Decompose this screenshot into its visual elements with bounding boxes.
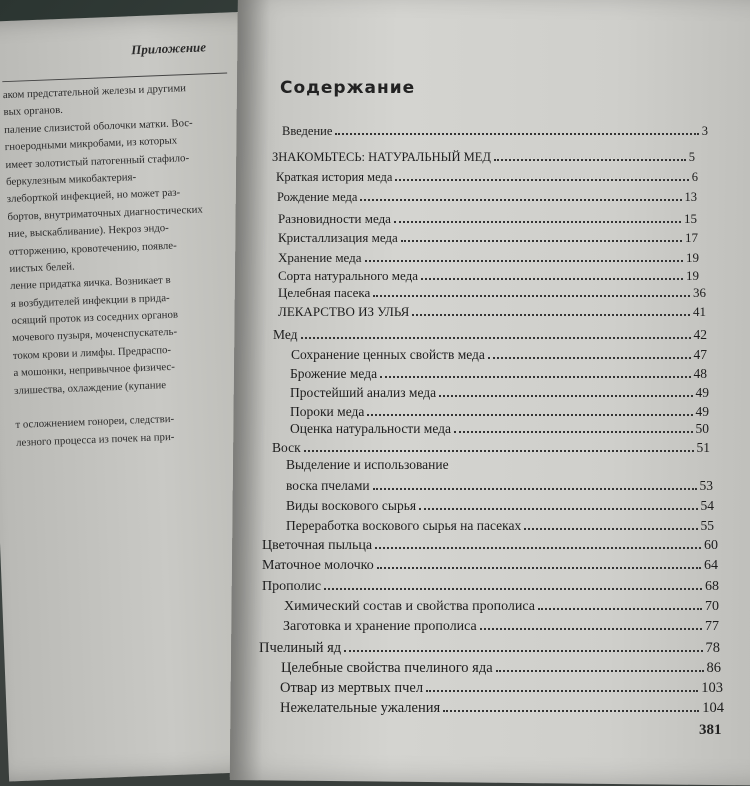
toc-entry xyxy=(272,150,695,165)
toc-title: Содержание xyxy=(280,78,416,98)
left-text-line: имеет золотистый патогенный стафило- xyxy=(5,151,190,171)
toc-entry xyxy=(273,327,707,343)
dot-leader xyxy=(494,159,686,161)
dot-leader xyxy=(373,488,697,490)
toc-entry xyxy=(290,385,709,401)
dot-leader xyxy=(419,508,697,510)
toc-entry-text: Цветочная пыльца xyxy=(262,538,373,553)
toc-entry xyxy=(272,440,710,456)
toc-entry-text: воска пчелами xyxy=(286,478,370,493)
left-text-line: осящий проток из соседних органов xyxy=(11,308,179,328)
dot-leader xyxy=(304,450,694,452)
toc-entry-page: 5 xyxy=(688,150,695,164)
toc-entry xyxy=(286,478,713,494)
toc-entry-text: Мед xyxy=(273,327,298,342)
left-text-line: беркулезным микобактерия- xyxy=(5,171,137,189)
toc-entry xyxy=(280,680,723,697)
left-text-line: отторжению, кровотечению, появле- xyxy=(8,239,177,258)
dot-leader xyxy=(377,567,701,569)
toc-entry-text: Краткая история меда xyxy=(276,170,393,184)
toc-entry xyxy=(278,230,698,246)
dot-leader xyxy=(412,314,690,316)
toc-entry-text: Заготовка и хранение прополиса xyxy=(283,619,477,634)
toc-entry-page: 53 xyxy=(699,478,713,493)
toc-entry xyxy=(281,660,721,677)
toc-entry-text: Кристаллизация меда xyxy=(278,230,398,245)
toc-entry-page: 17 xyxy=(685,230,698,245)
toc-entry xyxy=(262,579,719,595)
dot-leader xyxy=(375,547,701,549)
toc-entry-text: Воск xyxy=(272,440,301,455)
toc-entry-page: 64 xyxy=(704,558,718,573)
toc-entry-text: Разновидности меда xyxy=(278,211,391,226)
toc-entry-page: 6 xyxy=(691,170,698,184)
toc-entry-text: Пороки меда xyxy=(290,404,365,419)
running-header: Приложение xyxy=(130,39,207,58)
toc-entry xyxy=(278,268,699,284)
left-text-line: я возбудителей инфекции в прида- xyxy=(10,291,170,310)
left-text-line: лезного процесса из почек на при- xyxy=(15,430,175,449)
left-text-line: вых органов. xyxy=(3,104,64,119)
toc-entry-page: 103 xyxy=(701,680,723,696)
toc-entry-page: 60 xyxy=(704,538,718,553)
left-text-line: а мошонки, непривычное физичес- xyxy=(13,361,176,380)
toc-entry-text: Целебные свойства пчелиного яда xyxy=(281,660,493,676)
toc-entry-page: 3 xyxy=(701,124,708,138)
toc-entry-text: Брожение меда xyxy=(290,366,378,381)
toc-entry xyxy=(291,347,707,363)
dot-leader xyxy=(367,414,692,416)
toc-entry-text: Рождение меда xyxy=(277,190,358,204)
toc-entry-page: 15 xyxy=(684,211,697,226)
toc-entry xyxy=(286,518,714,534)
toc-entry-text: Введение xyxy=(282,124,333,138)
toc-entry-page: 54 xyxy=(700,498,714,513)
toc-entry-page: 48 xyxy=(693,366,707,381)
toc-entry-text: Оценка натуральности меда xyxy=(290,421,452,436)
toc-entry-text: Виды воскового сырья xyxy=(286,498,417,513)
toc-entry-page: 55 xyxy=(700,518,714,533)
left-text-line: током крови и лимфы. Предраспо- xyxy=(12,343,172,362)
toc-entry xyxy=(284,599,719,615)
dot-leader xyxy=(380,376,690,378)
left-text-line: мочевого пузыря, моченспускатель- xyxy=(11,326,178,345)
toc-entry xyxy=(290,366,707,382)
dot-leader xyxy=(496,670,704,672)
left-text-line: злишества, охлаждение (купание xyxy=(13,378,167,397)
toc-entry-text: Целебная пасека xyxy=(278,285,371,300)
toc-entry xyxy=(286,498,714,514)
dot-leader xyxy=(454,431,692,433)
toc-entry-page: 49 xyxy=(695,404,709,419)
toc-entry-text: Сохранение ценных свойств меда xyxy=(291,347,485,362)
toc-entry-text: Сорта натурального меда xyxy=(278,268,418,283)
left-text-line: иистых белей. xyxy=(9,260,75,275)
dot-leader xyxy=(443,710,699,712)
toc-entry xyxy=(278,211,697,227)
toc-entry-text: Переработка воскового сырья на пасеках xyxy=(286,518,522,533)
dot-leader xyxy=(324,588,702,590)
toc-entry-page: 68 xyxy=(705,579,719,594)
left-text-line: т осложнением гонореи, следстви- xyxy=(15,413,175,432)
dot-leader xyxy=(335,133,698,135)
toc-entry-page: 104 xyxy=(702,700,724,716)
toc-entry-page: 13 xyxy=(684,190,697,204)
dot-leader xyxy=(439,395,692,397)
toc-entry-page: 47 xyxy=(693,347,707,362)
toc-entry-text: Нежелательные ужаления xyxy=(280,700,441,716)
toc-entry-page: 86 xyxy=(706,660,721,676)
toc-entry xyxy=(290,421,709,437)
toc-entry-text: Химический состав и свойства прополиса xyxy=(284,599,536,614)
toc-entry xyxy=(262,538,718,554)
dot-leader xyxy=(538,608,702,610)
dot-leader xyxy=(395,179,688,181)
left-text-line: гноеродными микробами, из которых xyxy=(4,134,178,154)
dot-leader xyxy=(394,221,681,223)
toc-entry xyxy=(280,700,724,717)
toc-entry xyxy=(277,190,697,205)
toc-entry-page: 36 xyxy=(693,285,706,300)
toc-entry-text: Прополис xyxy=(262,579,322,594)
toc-entry-page: 70 xyxy=(705,599,719,614)
dot-leader xyxy=(301,337,691,339)
dot-leader xyxy=(488,357,691,359)
dot-leader xyxy=(426,690,698,692)
toc-entry-page: 78 xyxy=(705,640,720,656)
dot-leader xyxy=(365,260,683,262)
left-text-line: бортов, внутриматочных диагностических xyxy=(7,203,203,223)
toc-entry xyxy=(262,558,718,574)
toc-entry-text: Пчелиный яд xyxy=(259,640,342,656)
left-text-line: паление слизистой оболочки матки. Вос- xyxy=(3,116,193,136)
toc-entry-text: Хранение меда xyxy=(278,250,362,265)
toc-entry xyxy=(278,304,706,320)
toc-entry-page: 19 xyxy=(686,268,699,283)
toc-entry xyxy=(276,170,698,185)
toc-entry-page: 41 xyxy=(693,304,706,319)
dot-leader xyxy=(401,240,682,242)
toc-entry xyxy=(290,404,709,420)
toc-entry xyxy=(278,285,706,301)
toc-entry-page: 51 xyxy=(696,440,710,455)
left-text-line: злеборткой инфекцией, но может раз- xyxy=(6,186,181,206)
toc-entry-text: Выделение и использование xyxy=(286,457,449,472)
toc-entry xyxy=(278,250,699,266)
toc-entry-text: Отвар из мертвых пчел xyxy=(280,680,424,696)
dot-leader xyxy=(524,528,697,530)
dot-leader xyxy=(360,199,681,201)
toc-entry xyxy=(282,124,708,139)
toc-entry-text: Простейший анализ меда xyxy=(290,385,437,400)
toc-entry-page: 42 xyxy=(693,327,707,342)
toc-entry-page: 49 xyxy=(695,385,709,400)
dot-leader xyxy=(421,278,683,280)
toc-entry-page: 77 xyxy=(705,619,719,634)
toc-entry xyxy=(259,640,720,657)
toc-entry-page: 19 xyxy=(686,250,699,265)
toc-entry-text: Маточное молочко xyxy=(262,558,374,573)
left-text-line: ление придатка яичка. Возникает в xyxy=(9,274,171,293)
toc-entry-text: ЗНАКОМЬТЕСЬ: НАТУРАЛЬНЫЙ МЕД xyxy=(272,150,491,164)
dot-leader xyxy=(480,628,702,630)
dot-leader xyxy=(373,295,690,297)
left-text-line: аком предстательной железы и другими xyxy=(2,82,187,102)
toc-entry xyxy=(283,619,719,635)
left-text-line: ние, выскабливание). Некроз эндо- xyxy=(7,222,170,241)
page-number: 381 xyxy=(699,722,722,738)
toc-entry-text: ЛЕКАРСТВО ИЗ УЛЬЯ xyxy=(278,304,410,319)
toc-entry-page: 50 xyxy=(695,421,709,436)
dot-leader xyxy=(344,650,702,652)
